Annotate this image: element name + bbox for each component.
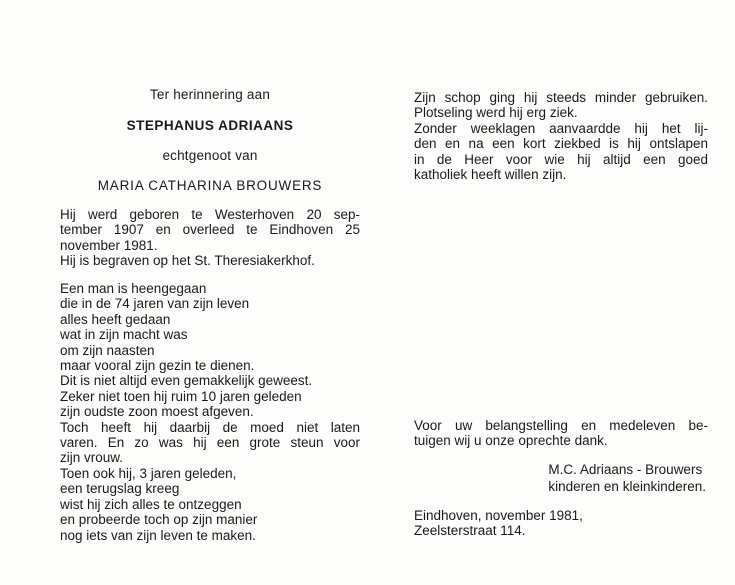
story-line: den en na een kort ziekbed is hij ontslapen — [414, 136, 708, 152]
left-page — [60, 0, 360, 585]
signature-line: kinderen en kleinkinderen. — [548, 479, 706, 494]
poem-line: Toen ook hij, 3 jaren geleden, — [60, 465, 237, 481]
poem — [60, 281, 360, 543]
poem-line: nog iets van zijn leven te maken. — [60, 527, 256, 543]
signature — [548, 461, 706, 495]
story-line: Zonder weeklagen aanvaardde hij het lij- — [414, 120, 708, 136]
poem-line: varen. En zo was hij een grote steun voor — [60, 435, 360, 451]
poem-line: om zijn naasten — [60, 342, 155, 358]
story-line: katholiek heeft willen zijn. — [414, 167, 567, 183]
poem-line: wat in zijn macht was — [60, 327, 188, 343]
remembrance-heading: Ter herinnering aan — [149, 87, 271, 102]
poem-line: Toch heeft hij daarbij de moed niet laten — [60, 419, 360, 435]
story-line: in de Heer voor wie hij altijd een goed — [414, 151, 708, 167]
signature-line: M.C. Adriaans - Brouwers — [548, 462, 703, 477]
thanks — [414, 418, 708, 449]
address-line: Eindhoven, november 1981, — [414, 508, 583, 523]
poem-line: en probeerde toch op zijn manier — [60, 512, 258, 528]
poem-line: Een man is heengegaan — [60, 281, 207, 296]
bio-line: tember 1907 en overleed te Eindhoven 25 — [60, 222, 360, 238]
poem-line: zijn vrouw. — [60, 450, 124, 466]
spouse-name: MARIA CATHARINA BROUWERS — [97, 178, 323, 193]
poem-line: een terugslag kreeg — [60, 481, 180, 497]
address-line: Zeelsterstraat 114. — [414, 523, 526, 539]
poem-line: wist hij zich alles te ontzeggen — [60, 496, 242, 512]
thanks-line: Voor uw belangstelling en medeleven be- — [414, 418, 708, 433]
relation-text: echtgenoot van — [162, 148, 258, 163]
poem-line: Dit is niet altijd even gemakkelijk geweest. — [60, 373, 313, 389]
poem-line: Zeker niet toen hij ruim 10 jaren geleden — [60, 388, 302, 404]
poem-line: alles heeft gedaan — [60, 311, 171, 327]
bio-line: Hij is begraven op het St. Theresiakerkhof. — [60, 253, 315, 269]
bio-line: november 1981. — [60, 237, 158, 253]
poem-line: die in de 74 jaren van zijn leven — [60, 296, 250, 312]
bio-line: Hij werd geboren te Westerhoven 20 sep- — [60, 207, 360, 222]
story — [414, 90, 708, 182]
address — [414, 508, 708, 539]
story-line: Plotseling werd hij erg ziek. — [414, 105, 578, 121]
deceased-name: STEPHANUS ADRIAANS — [126, 118, 294, 133]
thanks-line: tuigen wij u onze oprechte dank. — [414, 433, 608, 449]
poem-line: zijn oudste zoon moest afgeven. — [60, 404, 254, 420]
story-line: Zijn schop ging hij steeds minder gebruiken. — [414, 90, 708, 105]
poem-line: maar vooral zijn gezin te dienen. — [60, 358, 255, 374]
biography — [60, 207, 360, 269]
right-page — [414, 0, 708, 585]
